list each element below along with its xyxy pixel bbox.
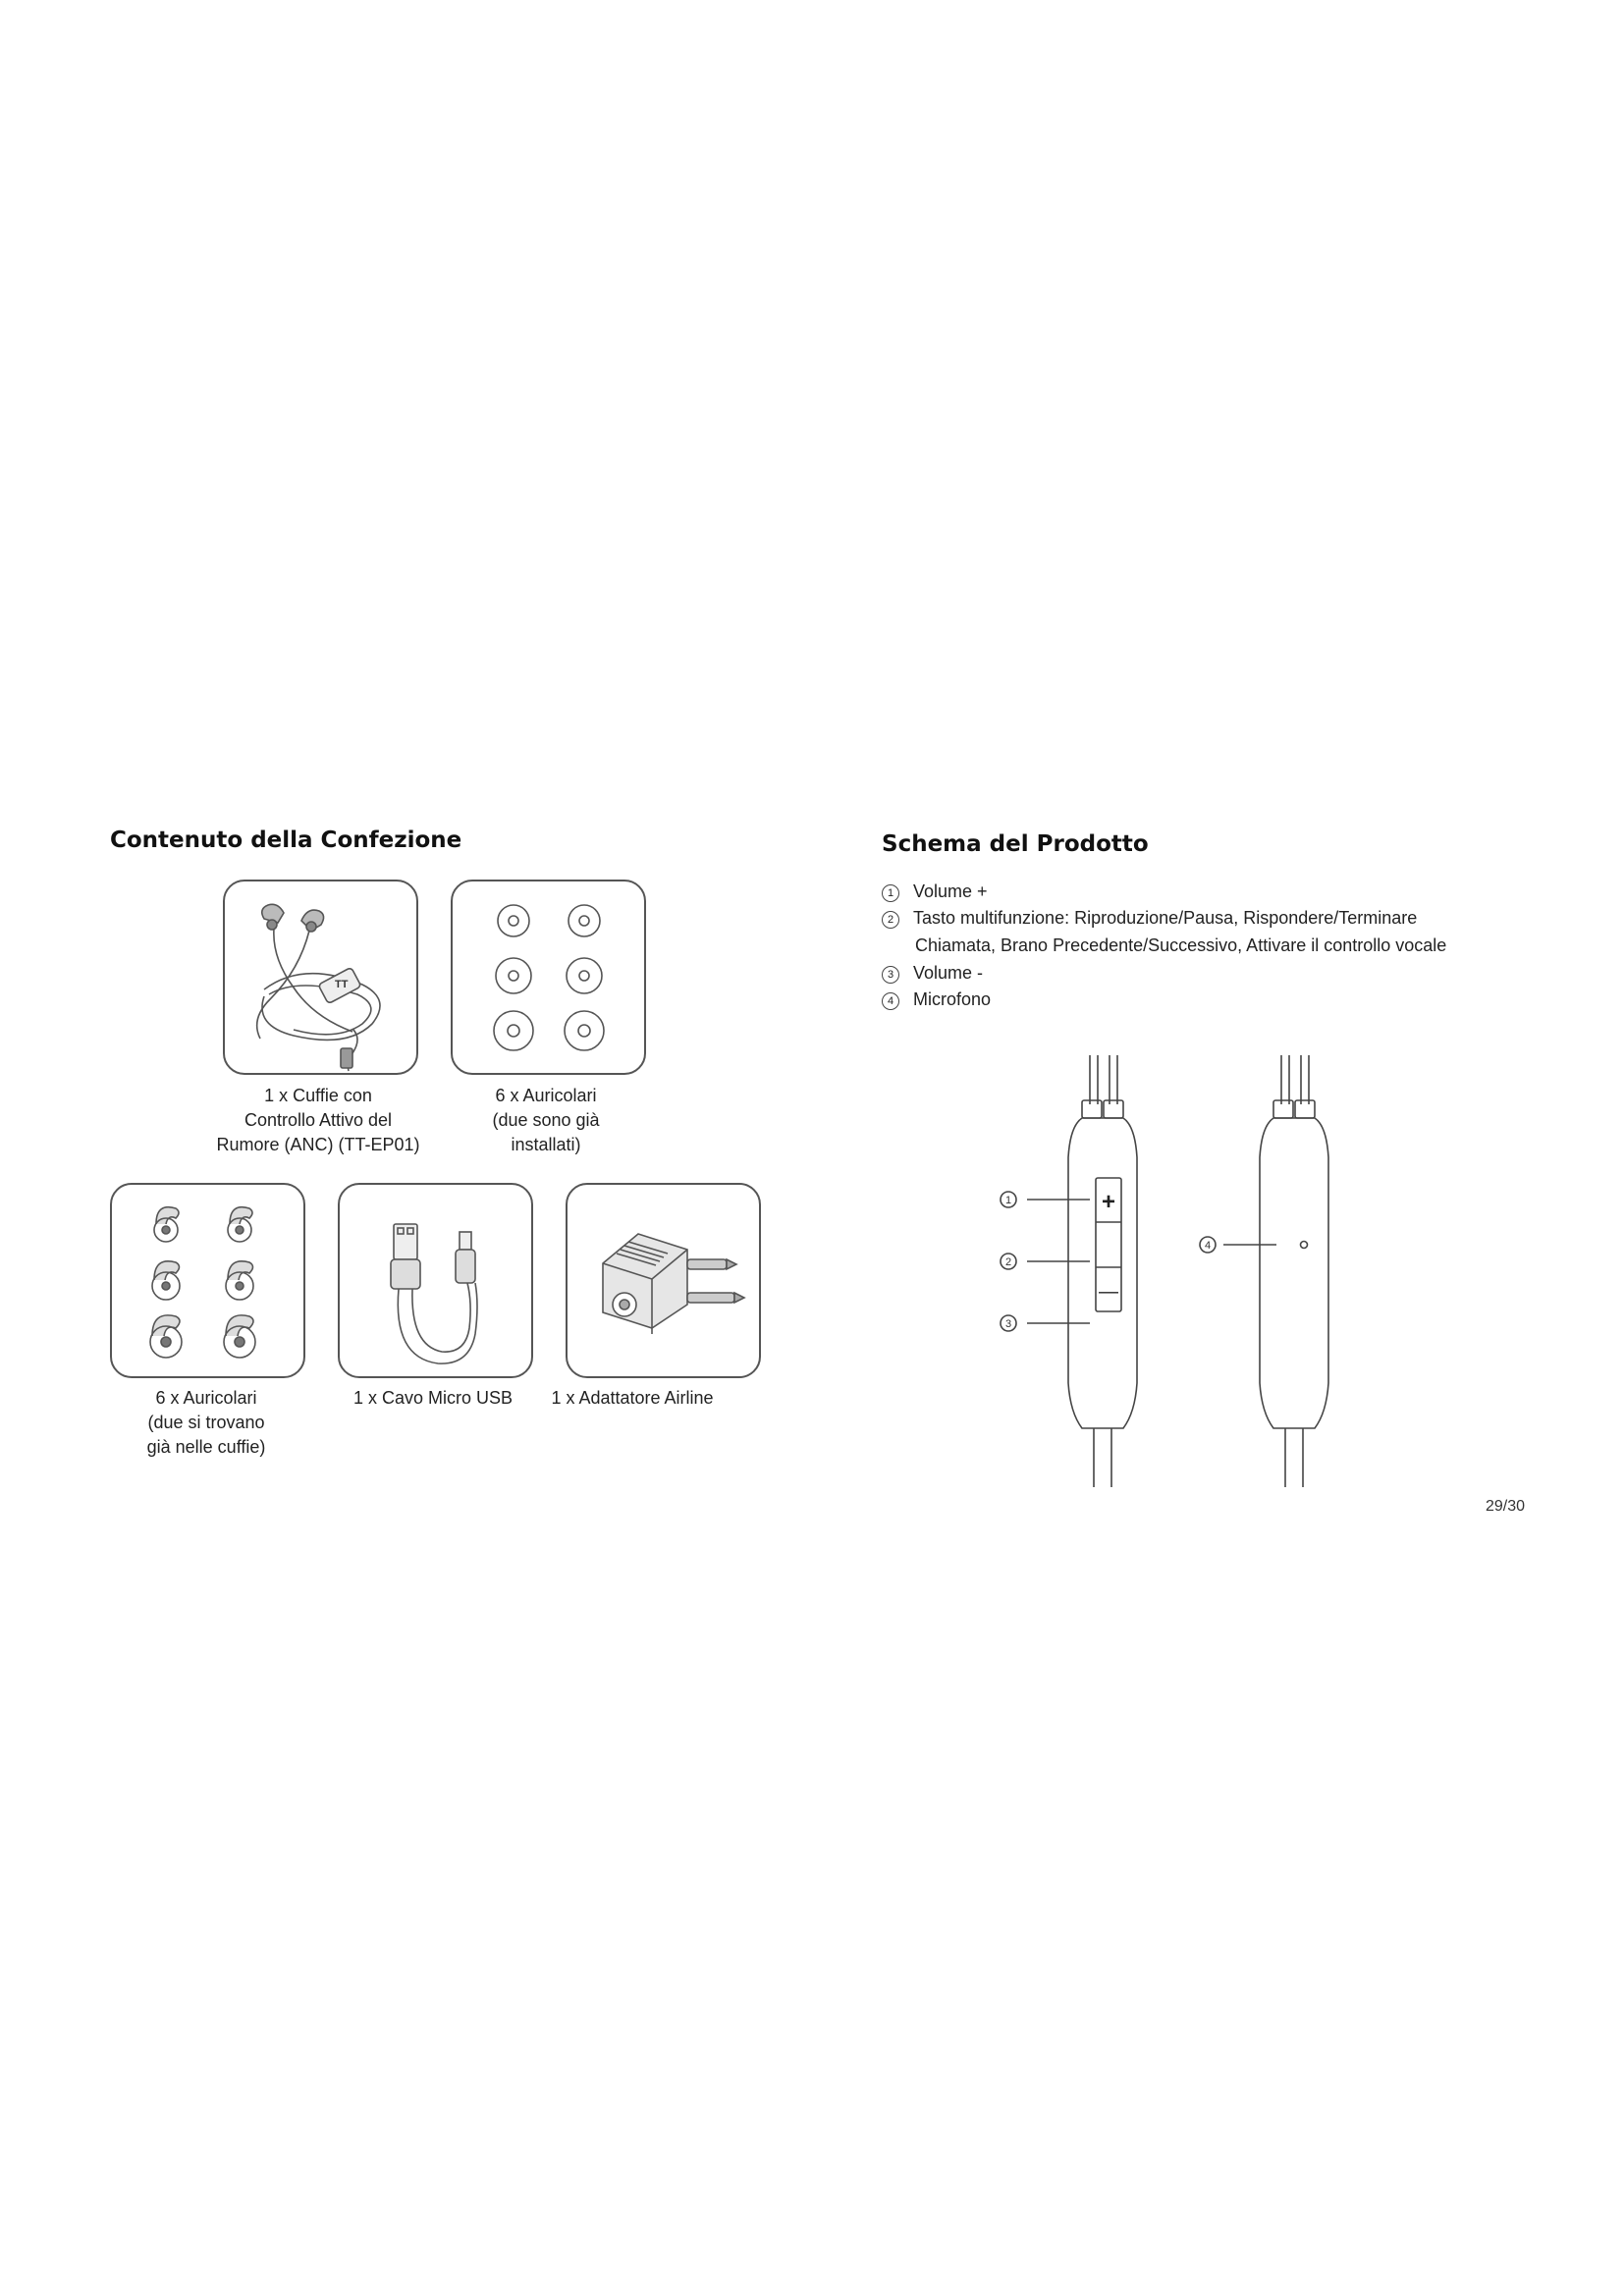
earhooks-box xyxy=(110,1183,305,1378)
earphones-box xyxy=(223,880,418,1075)
feature-list xyxy=(882,881,1569,1019)
eartips-icon xyxy=(453,881,644,1073)
callout-3: 3 xyxy=(1004,1318,1012,1330)
list-item-continuation: Chiamata, Brano Precedente/Successivo, Attivare il controllo vocale xyxy=(915,935,1447,955)
usb-cable-box xyxy=(338,1183,533,1378)
airline-adapter-caption: 1 x Adattatore Airline xyxy=(551,1388,714,1408)
earphones-icon xyxy=(225,881,416,1073)
remote-control-diagram xyxy=(972,1045,1365,1497)
list-item: 4 Microfono xyxy=(882,989,991,1010)
list-item: 2 Tasto multifunzione: Riproduzione/Pausa, Rispondere/Terminare xyxy=(882,908,1417,929)
volume-minus-label: — xyxy=(1099,1281,1118,1303)
usb-cable-icon xyxy=(340,1185,531,1376)
list-item: 3 Volume - xyxy=(882,963,983,984)
airline-adapter-box xyxy=(566,1183,761,1378)
remote-back xyxy=(1223,1055,1328,1487)
airline-adapter-icon xyxy=(568,1185,759,1376)
callout-2: 2 xyxy=(1004,1256,1012,1268)
usb-cable-caption: 1 x Cavo Micro USB xyxy=(352,1388,514,1408)
page-number: 29/30 xyxy=(1486,1498,1526,1515)
list-item: 1 Volume + xyxy=(882,881,988,902)
remote-front xyxy=(1027,1055,1137,1487)
volume-plus-label: + xyxy=(1101,1189,1116,1215)
package-contents-title: Contenuto della Confezione xyxy=(110,828,462,853)
earphones-caption: 1 x Cuffie con Controllo Attivo del Rumore (ANC) (TT-EP01) xyxy=(216,1086,420,1154)
callout-1: 1 xyxy=(1004,1195,1012,1206)
eartips-caption: 6 x Auricolari (due sono già installati) xyxy=(492,1086,600,1154)
eartips-box xyxy=(451,880,646,1075)
callout-4: 4 xyxy=(1204,1240,1212,1252)
svg-text:TT: TT xyxy=(335,979,349,990)
microphone-hole-icon xyxy=(1301,1242,1308,1249)
product-diagram-title: Schema del Prodotto xyxy=(882,831,1149,857)
ear-hooks-icon xyxy=(112,1185,303,1376)
earhooks-caption: 6 x Auricolari (due si trovano già nelle cuffie) xyxy=(146,1388,266,1457)
